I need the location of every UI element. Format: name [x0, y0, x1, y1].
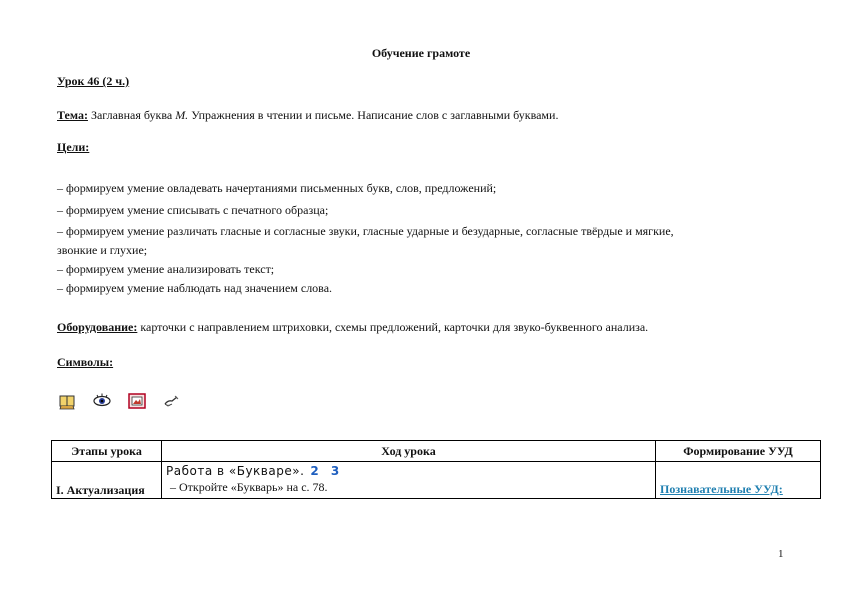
hand-pen-symbol-icon	[162, 392, 180, 410]
page-number: 1	[778, 548, 784, 560]
goal-item: – формируем умение наблюдать над значением слова.	[57, 281, 333, 295]
eye-symbol-icon	[93, 392, 111, 410]
goal-item: – формируем умение овладевать начертаниями письменных букв, слов, предложений;	[57, 181, 497, 195]
work-title-line	[166, 464, 651, 478]
stage-cell: I. Актуализация	[52, 462, 162, 499]
document-title: Обучение грамоте	[371, 46, 471, 60]
work-numbers: 2 3	[310, 464, 344, 478]
equipment-text: карточки с направлением штриховки, схемы предложений, карточки для звуко-буквенного анализа.	[137, 320, 649, 334]
header-uud: Формирование УУД	[656, 441, 821, 462]
goal-item: – формируем умение списывать с печатного образца;	[57, 203, 329, 217]
work-instruction: – Откройте «Букварь» на с. 78.	[170, 480, 328, 494]
uud-cell	[656, 462, 821, 499]
header-stages: Этапы урока	[52, 441, 162, 462]
equipment-label: Оборудование:	[57, 320, 138, 334]
topic-line	[57, 108, 558, 123]
topic-text-before: Заглавная буква	[87, 108, 176, 122]
table-row	[52, 462, 821, 499]
work-title: Работа в «Букваре».	[166, 464, 305, 478]
header-progress: Ход урока	[162, 441, 656, 462]
goal-item: звонкие и глухие;	[57, 243, 148, 257]
topic-italic-letter: М.	[175, 108, 189, 122]
uud-cognitive-label: Познавательные УУД:	[660, 482, 783, 496]
goal-item: – формируем умение различать гласные и согласные звуки, гласные ударные и безударные, согласные твёрдые и мягкие,	[57, 224, 674, 238]
picture-symbol-icon	[128, 392, 146, 410]
lesson-table	[51, 440, 821, 499]
topic-label: Тема:	[57, 108, 88, 122]
progress-cell	[162, 462, 656, 499]
goals-heading: Цели:	[57, 140, 90, 154]
symbols-heading: Символы:	[57, 355, 114, 369]
goal-item: – формируем умение анализировать текст;	[57, 262, 275, 276]
lesson-heading: Урок 46 (2 ч.)	[57, 74, 130, 88]
equipment-line	[57, 320, 648, 335]
topic-text-after: Упражнения в чтении и письме. Написание слов с заглавными буквами.	[188, 108, 559, 122]
book-symbol-icon	[58, 392, 76, 410]
